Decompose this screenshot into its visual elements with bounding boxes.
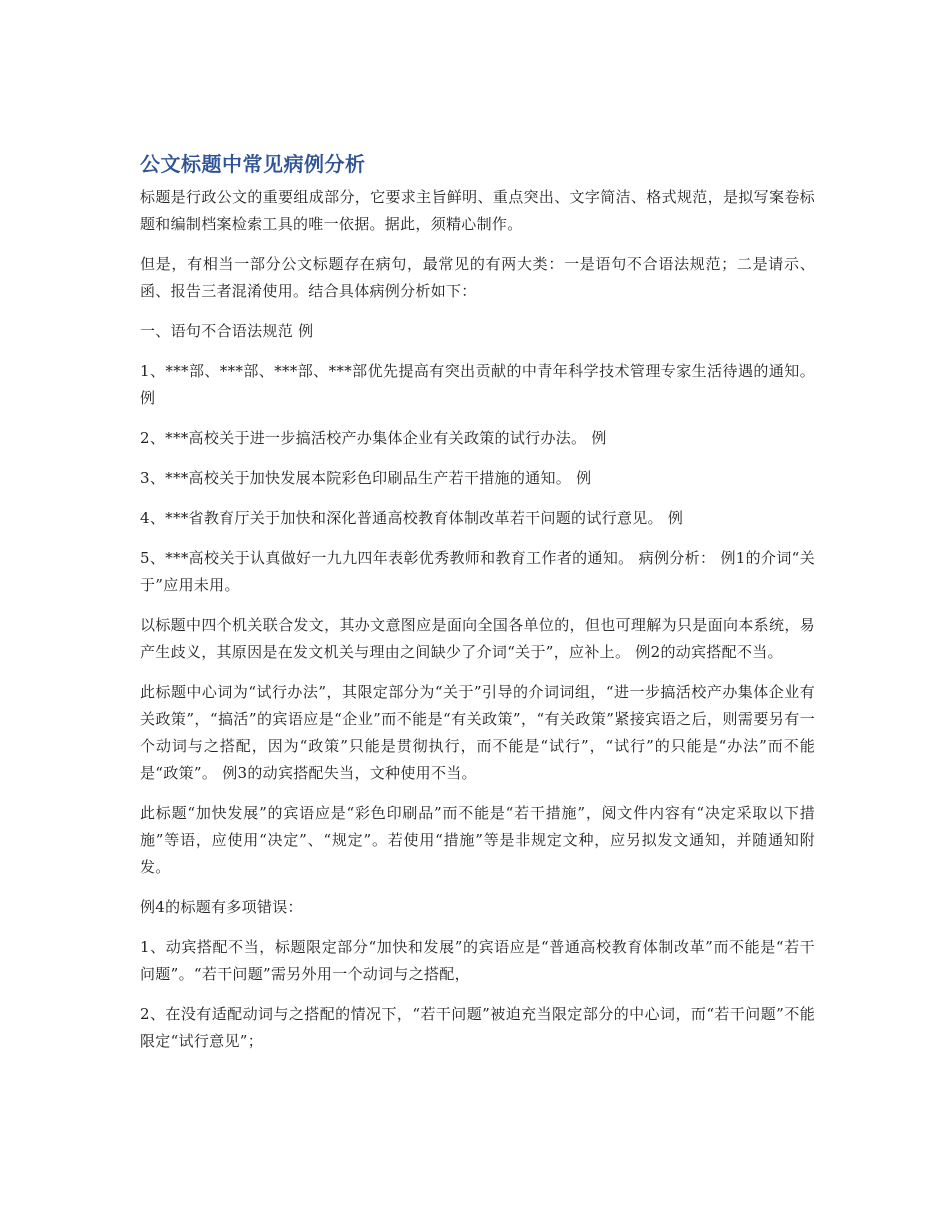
- section-heading-grammar: 一、语句不合语法规范 例: [140, 322, 314, 340]
- document-title: 公文标题中常见病例分析: [140, 152, 366, 176]
- analysis-example-4-point-2: 2、在没有适配动词与之搭配的情况下，“若干问题”被迫充当限定部分的中心词，而“若干问题”不能限定“试行意见”；: [140, 1005, 815, 1050]
- example-1: 1、***部、***部、***部、***部优先提高有突出贡献的中青年科学技术管理专家生活待遇的通知。 例: [140, 362, 815, 407]
- example-4: 4、***省教育厅关于加快和深化普通高校教育体制改革若干问题的试行意见。 例: [140, 509, 684, 527]
- analysis-example-4-point-1: 1、动宾搭配不当，标题限定部分“加快和发展”的宾语应是“普通高校教育体制改革”而不能是“若干问题”。“若干问题”需另外用一个动词与之搭配，: [140, 938, 815, 983]
- analysis-example-4-heading: 例4的标题有多项错误：: [140, 898, 303, 916]
- example-5: 5、***高校关于认真做好一九九四年表彰优秀教师和教育工作者的通知。 病例分析： 例1的介词“关于”应用未用。: [140, 549, 815, 594]
- analysis-example-3: 此标题“加快发展”的宾语应是“彩色印刷品”而不能是“若干措施”，阅文件内容有“决定采取以下措施”等语，应使用“决定”、“规定”。若使用“措施”等是非规定文种，应另拟发文通知，并随通知附发。: [140, 804, 815, 876]
- analysis-example-2: 此标题中心词为“试行办法”，其限定部分为“关于”引导的介词词组，“进一步搞活校产办集体企业有关政策”，“搞活”的宾语应是“企业”而不能是“有关政策”，“有关政策”紧接宾语之后，则需要另有一个动词与之搭配，因为“政策”只能是贯彻执行，而不能是“试行”，“试行”的只能是“办法”而不能是“政策”。 例3的动宾搭配失当，文种使用不当。: [140, 683, 815, 782]
- example-3: 3、***高校关于加快发展本院彩色印刷品生产若干措施的通知。 例: [140, 469, 592, 487]
- paragraph-intro: 标题是行政公文的重要组成部分，它要求主旨鲜明、重点突出、文字简洁、格式规范，是拟写案卷标题和编制档案检索工具的唯一依据。据此，须精心制作。: [140, 188, 815, 233]
- paragraph-overview: 但是，有相当一部分公文标题存在病句，最常见的有两大类：一是语句不合语法规范；二是请示、函、报告三者混淆使用。结合具体病例分析如下：: [140, 255, 815, 300]
- example-2: 2、***高校关于进一步搞活校产办集体企业有关政策的试行办法。 例: [140, 429, 607, 447]
- document-page: [140, 148, 815, 1068]
- analysis-example-1: 以标题中四个机关联合发文，其办文意图应是面向全国各单位的，但也可理解为只是面向本系统，易产生歧义，其原因是在发文机关与理由之间缺少了介词“关于”，应补上。 例2的动宾搭配不当。: [140, 616, 815, 661]
